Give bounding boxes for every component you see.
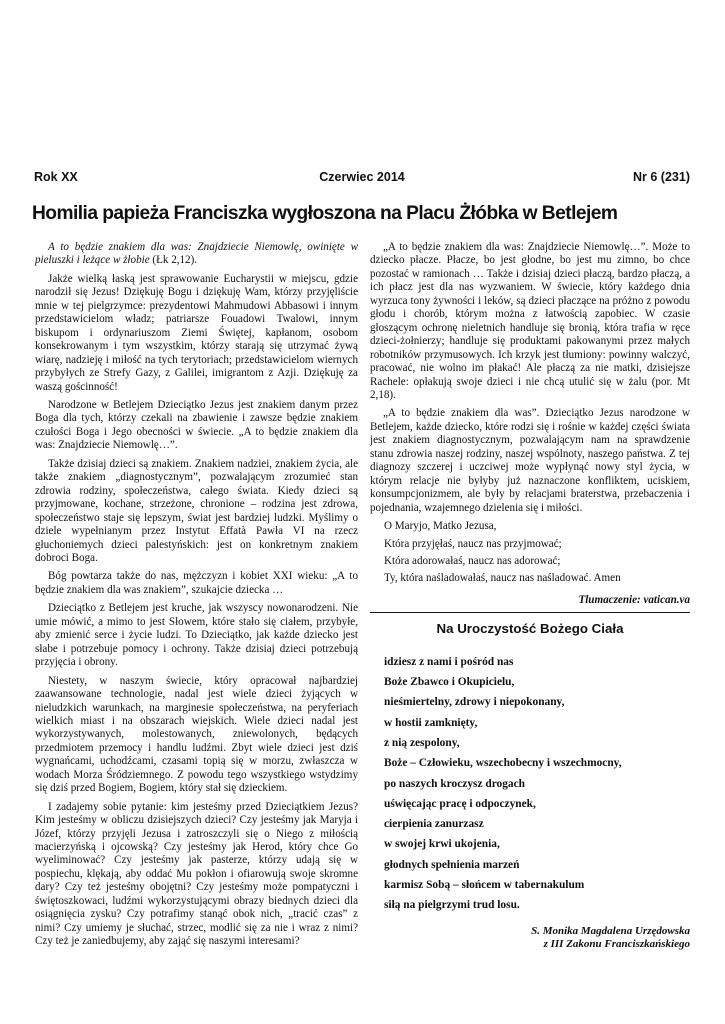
paragraph: „A to będzie znakiem dla was: Znajdziecie Niemowlę…”. Może to dziecko płacze. Płacze, bo jest głodne, bo jest mu zimno, bo chce pozostać w ramionach … Także i dzisiaj dzieci płaczą, bardzo płaczą, a ich płacz jest dla nas wyzwaniem. W świecie, który każdego dnia wyrzuca tony żywności i leków, są dzieci płaczące na próżno z powodu głodu i chorób, którym można z łatwością zapobiec. W czasie głoszącym ochronę nieletnich handluje się bronią, która trafia w ręce dzieci-żołnierzy; handluje się produktami pakowanymi przez małych robotników przymusowych. Ich krzyk jest tłumiony: powinny walczyć, pracować, nie wolno im płakać! Ale płaczą za nie matki, dzisiejsze Rachele: opłakują swoje dzieci i nie chcą utulić się w żalu (por. Mt 2,18). xyxy=(370,241,690,401)
prayer-line: O Maryjo, Matko Jezusa, xyxy=(384,520,497,533)
prayer-line: Ty, która naśladowałaś, naucz nas naśladować. Amen xyxy=(384,572,621,585)
prayer-line: Która adorowałaś, naucz nas adorować; xyxy=(384,554,561,567)
paragraph: Niestety, w naszym świecie, który opracował najbardziej zaawansowane technologie, nadal jest wiele dzieci żyjących w nieludzkich warunkach, na marginesie społeczeństwa, na peryferiach wielkich miast i na obszarach wiejskich. Wiele dzieci nadal jest wykorzystywanych, molestowanych, zniewolonych, będących przedmiotem przemocy i handlu ludźmi. Zbyt wiele dzieci jest dziś wygnańcami, uchodźcami, czasami topią się w morzu, zwłaszcza w wodach Morza Śródziemnego. Z powodu tego wszystkiego wstydzimy się dziś przed Bogiem, Bogiem, który stał się dzieckiem. xyxy=(35,674,358,795)
poem-line: nieśmiertelny, zdrowy i niepokonany, xyxy=(384,696,565,709)
poem-author: S. Monika Magdalena Urzędowska xyxy=(531,924,690,937)
issue-number: Nr 6 (231) xyxy=(633,170,690,184)
poem-signature xyxy=(370,925,690,952)
poem-line: głodnych spełnienia marzeń xyxy=(384,858,520,871)
lead-quote-reference: (Łk 2,12). xyxy=(149,254,198,267)
paragraph: Jakże wielką łaską jest sprawowanie Eucharystii w miejscu, gdzie narodził się Jezus! Dziękuję Bogu i dziękuję Wam, którzy przyjęliście mnie w tej pielgrzymce: prezydentowi Mahmudowi Abbasowi i innym przedstawicielom władz; patriarsze Fouadowi Twalowi, innym biskupom i ordynariuszom Ziemi Świętej, kapłanom, osobom konsekrowanym i tym wszystkim, którzy starają się utrzymać żywą wiarę, nadzieję i miłość na tych terytoriach; przedstawicielom wiernych przybyłych ze Strefy Gazy, z Galilei, imigrantom z Azji. Dziękuję za waszą gościnność! xyxy=(35,272,358,393)
right-column xyxy=(370,241,690,951)
prayer-line: Która przyjęłaś, naucz nas przyjmować; xyxy=(384,537,562,550)
translation-credit: Tlumaczenie: vatican.va xyxy=(578,593,690,606)
poem-line: Boże Zbawco i Okupicielu, xyxy=(384,676,515,689)
lead-quote-text: A to będzie znakiem dla was: Znajdziecie Niemowlę, owinięte w pieluszki i leżące w żłobie xyxy=(35,241,358,267)
poem-line: idziesz z nami i pośród nas xyxy=(384,655,514,668)
page-header xyxy=(34,170,690,188)
paragraph: Także dzisiaj dzieci są znakiem. Znakiem nadziei, znakiem życia, ale także znakiem „diagnostycznym”, pozwalającym zrozumieć stan zdrowia rodziny, społeczeństwa, całego świata. Kiedy dzieci są przyjmowane, kochane, strzeżone, chronione – rodzina jest zdrowa, społeczeństwo staje się lepszym, świat jest bardziej ludzki. Myślimy o dziele wypełnianym przez Instytut Effatà Pawła VI na rzecz głuchoniemych dzieci palestyńskich: jest on konkretnym znakiem dobroci Boga. xyxy=(35,457,358,564)
issue-date: Czerwiec 2014 xyxy=(319,170,405,184)
poem-line: z nią zespolony, xyxy=(384,736,460,749)
poem xyxy=(384,652,690,916)
paragraph: „A to będzie znakiem dla was”. Dzieciątko Jezus narodzone w Betlejem, każde dziecko, które rodzi się i rośnie w każdej części świata jest znakiem diagnostycznym, pozwalającym nam na sprawdzenie stanu zdrowia naszej rodziny, naszej wspólnoty, naszego państwa. Z tej diagnozy szczerej i uczciwej może wypłynąć nowy styl życia, w którym relacje nie byłyby już naznaczone konfliktem, uciskiem, konsumpcjonizmem, ale były by relacjami braterstwa, przebaczenia i pojednania, wzajemnego dzielenia się i miłości. xyxy=(370,407,690,514)
poem-line: Boże – Człowieku, wszechobecny i wszechmocny, xyxy=(384,757,622,770)
poem-line: siłą na pielgrzymi trud losu. xyxy=(384,899,520,912)
article-title: Homilia papieża Franciszka wygłoszona na Placu Żłóbka w Betlejem xyxy=(32,203,618,224)
lead-quote xyxy=(35,241,358,268)
paragraph: Bóg powtarza także do nas, mężczyzn i kobiet XXI wieku: „A to będzie znakiem dla was znakiem”, szukajcie dziecka … xyxy=(35,570,358,596)
poem-line: w hostii zamknięty, xyxy=(384,716,478,729)
volume-year: Rok XX xyxy=(34,170,78,184)
poem-author-order: z III Zakonu Franciszkańskiego xyxy=(543,938,690,951)
paragraph: Dzieciątko z Betlejem jest kruche, jak wszyscy nowonarodzeni. Nie umie mówić, a mimo to jest Słowem, które stało się ciałem, przybyłe, aby zmienić serce i życie ludzi. To Dzieciątko, jak każde dziecko jest słabe i potrzebuje pomocy i ochrony. Także dzisiaj dzieci potrzebują przyjęcia i obrony. xyxy=(35,602,358,669)
closing-prayer xyxy=(370,520,690,586)
left-column xyxy=(35,241,358,949)
poem-line: karmisz Sobą – słońcem w tabernakulum xyxy=(384,879,585,892)
poem-line: po naszych kroczysz drogach xyxy=(384,777,526,790)
section-divider xyxy=(370,612,690,613)
poem-line: cierpienia zanurzasz xyxy=(384,818,484,831)
poem-line: w swojej krwi ukojenia, xyxy=(384,838,500,851)
poem-line: uświęcając pracę i odpoczynek, xyxy=(384,797,536,810)
paragraph: I zadajemy sobie pytanie: kim jesteśmy przed Dzieciątkiem Jezus? Kim jesteśmy w obliczu dzisiejszych dzieci? Czy jesteśmy jak Maryja i Józef, którzy przyjęli Jezusa i zatroszczyli się o Niego z miłością macierzyńską i ojcowską? Czy jesteśmy jak Herod, który chce Go wyeliminować? Czy jesteśmy jak pasterze, którzy udają się w pospiechu, klękają, aby oddać Mu pokłon i ofiarowują swoje skromne dary? Czy też jesteśmy obojętni? Czy jesteśmy może pompatyczni i świętoszkowaci, ludźmi wykorzystującymi obrazy biednych dzieci dla osiągnięcia zysku? Czy potrafimy stanąć obok nich, „tracić czas” z nimi? Czy umiemy je słuchać, strzec, modlić się za nie i wraz z nimi? Czy też je zaniedbujemy, aby zająć się naszymi interesami? xyxy=(35,800,358,948)
poem-title: Na Uroczystość Bożego Ciała xyxy=(436,621,624,637)
paragraph: Narodzone w Betlejem Dzieciątko Jezus jest znakiem danym przez Boga dla tych, którzy czekali na zbawienie i zawsze będzie znakiem czułości Boga i Jego obecności w świecie. „A to będzie znakiem dla was: Znajdziecie Niemowlę…”. xyxy=(35,398,358,452)
